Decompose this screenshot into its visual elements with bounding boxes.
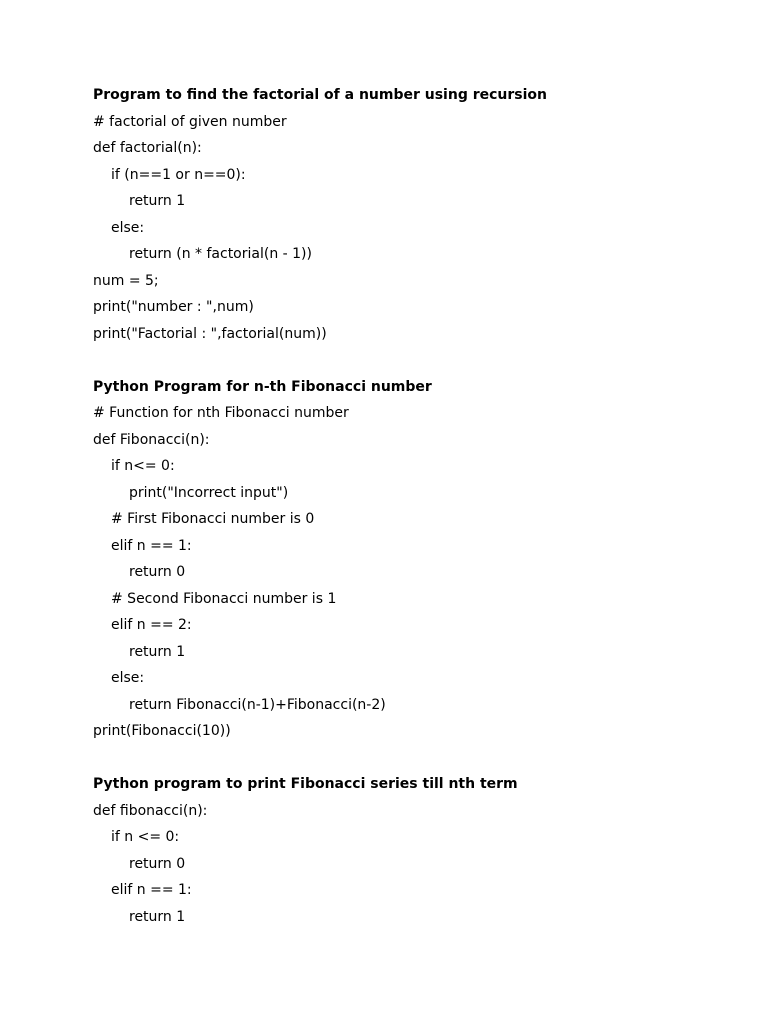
- code-line: num = 5;: [93, 272, 159, 289]
- section-nth-fibonacci: [93, 378, 733, 749]
- code-line: elif n == 1:: [111, 537, 192, 554]
- code-line: else:: [111, 670, 145, 686]
- code-line: def fibonacci(n):: [93, 802, 208, 819]
- section-fibonacci-series: [93, 775, 733, 934]
- code-line: print("number : ",num): [93, 299, 254, 315]
- code-line: # Function for nth Fibonacci number: [93, 405, 349, 421]
- code-line: if n<= 0:: [111, 458, 175, 474]
- code-line: return (n * factorial(n - 1)): [129, 246, 312, 262]
- section-title: Python program to print Fibonacci series till nth term: [93, 776, 518, 792]
- code-line: return 1: [129, 643, 186, 660]
- code-line: return 1: [129, 908, 186, 925]
- code-line: elif n == 2:: [111, 617, 192, 633]
- code-line: return Fibonacci(n-1)+Fibonacci(n-2): [129, 696, 386, 713]
- code-line: elif n == 1:: [111, 882, 192, 898]
- document-page: [93, 86, 733, 934]
- code-line: print(Fibonacci(10)): [93, 723, 231, 739]
- section-title: Python Program for n-th Fibonacci number: [93, 378, 432, 395]
- code-line: def Fibonacci(n):: [93, 431, 210, 448]
- code-line: if n <= 0:: [111, 829, 180, 845]
- code-line: # Second Fibonacci number is 1: [111, 590, 337, 607]
- code-line: else:: [111, 219, 145, 236]
- code-line: # First Fibonacci number is 0: [111, 511, 315, 527]
- section-title: Program to find the factorial of a number using recursion: [93, 87, 548, 103]
- code-line: print("Factorial : ",factorial(num)): [93, 325, 327, 342]
- code-line: def factorial(n):: [93, 140, 202, 156]
- section-factorial: [93, 86, 733, 351]
- code-line: return 1: [129, 193, 186, 209]
- code-line: return 0: [129, 855, 186, 872]
- code-line: # factorial of given number: [93, 113, 287, 130]
- code-line: return 0: [129, 564, 186, 580]
- code-line: if (n==1 or n==0):: [111, 166, 246, 183]
- code-line: print("Incorrect input"): [129, 484, 289, 501]
